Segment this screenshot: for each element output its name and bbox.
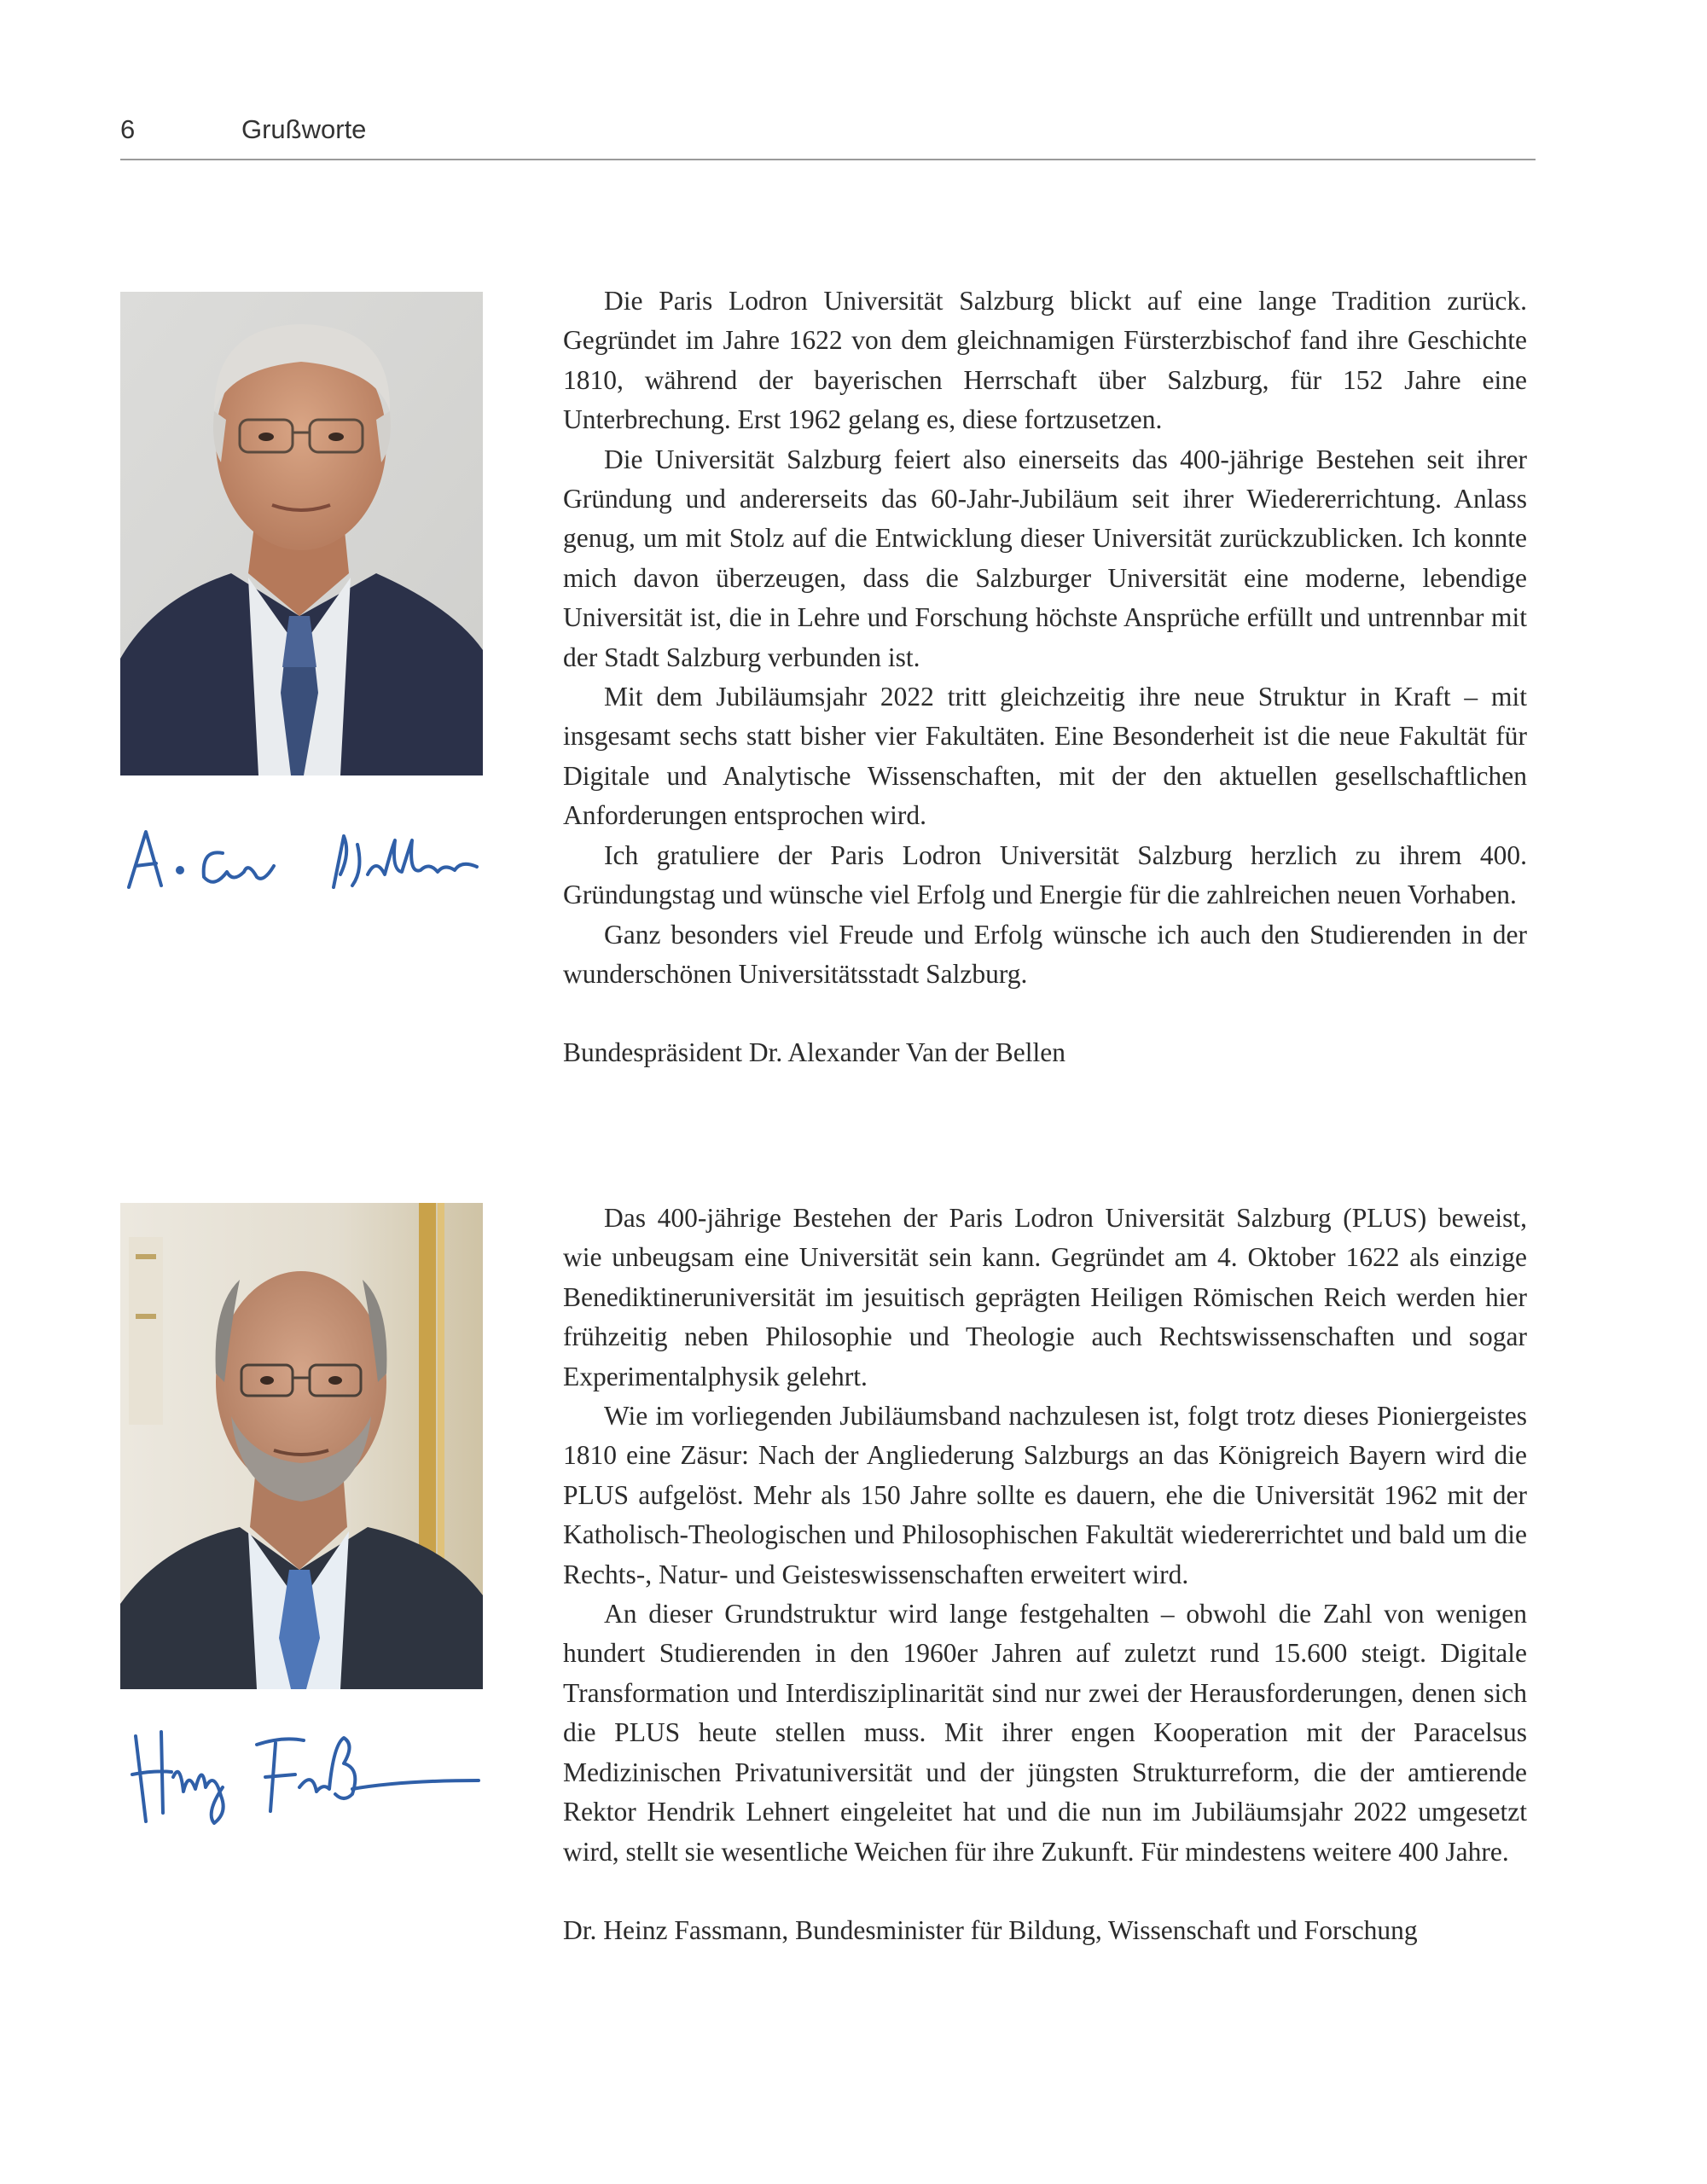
portrait-photo-fassmann [120, 1203, 483, 1689]
signoff: Dr. Heinz Fassmann, Bundesminister für Bildung, Wissenschaft und Forschung [563, 1914, 1418, 1945]
paragraph: Mit dem Jubiläumsjahr 2022 tritt gleichzeitig ihre neue Struktur in Kraft – mit insgesamt sechs statt bisher vier Fakultäten. Eine Besonderheit ist die neue Fakultät für Digitale und Analytische Wissenschaften, mit der den aktuellen gesellschaftlichen Anforderungen entsprochen wird. [563, 682, 1527, 831]
paragraph: Das 400-jährige Bestehen der Paris Lodron Universität Salzburg (PLUS) beweist, wie unbeugsam eine Universität sein kann. Gegründet am 4. Oktober 1622 als einzige Benediktineruniversität im jesuitisch geprägten Heiligen Römischen Reich werden hier frühzeitig neben Philosophie und Theologie auch Rechtswissenschaften und sogar Experimentalphysik gelehrt. [563, 1203, 1527, 1391]
signoff: Bundespräsident Dr. Alexander Van der Bellen [563, 1037, 1066, 1068]
portrait-photo-van-der-bellen [120, 292, 483, 775]
paragraph: Die Paris Lodron Universität Salzburg blickt auf eine lange Tradition zurück. Gegründet im Jahre 1622 von dem gleichnamigen Fürsterzbischof fand ihre Geschichte 1810, während der bayerischen Herrschaft über Salzburg, für 152 Jahre eine Unterbrechung. Erst 1962 gelang es, diese fortzusetzen. [563, 286, 1527, 435]
signature-fassmann [120, 1711, 496, 1830]
paragraph: Die Universität Salzburg feiert also einerseits das 400-jährige Bestehen seit ihrer Gründung und andererseits das 60-Jahr-Jubiläum seit ihrer Wiedererrichtung. Anlass genug, um mit Stolz auf die Entwicklung dieser Universität zurückzublicken. Ich konnte mich davon überzeugen, dass die Salzburger Universität eine moderne, lebendige Universität ist, die in Lehre und Forschung höchste Ansprüche erfüllt und untrennbar mit der Stadt Salzburg verbunden ist. [563, 444, 1527, 672]
section-title: Grußworte [241, 114, 367, 144]
paragraph: Ich gratuliere der Paris Lodron Universität Salzburg herzlich zu ihrem 400. Gründungstag und wünsche viel Erfolg und Energie für die zahlreichen neuen Vorhaben. [563, 839, 1527, 910]
paragraph: An dieser Grundstruktur wird lange festgehalten – obwohl die Zahl von wenigen hundert Studierenden in den 1960er Jahren auf zuletzt rund 15.600 steigt. Digitale Transformation und Interdisziplinarität sind nur zwei der Herausforderungen, denen sich die PLUS heute stellen muss. Mit ihrer engen Kooperation mit der Paracelsus Medizinischen Privatuniversität und der jüngsten Strukturreform, die der amtierende Rektor Hendrik Lehnert eingeleitet hat und die nun im Jubiläumsjahr 2022 umgesetzt wird, stellt sie wesentliche Weichen für ihre Zukunft. Für mindestens weitere 400 Jahre. [563, 1599, 1527, 1867]
page-number: 6 [120, 114, 136, 144]
paragraph: Ganz besonders viel Freude und Erfolg wünsche ich auch den Studierenden in der wunderschönen Universitätsstadt Salzburg. [563, 919, 1527, 989]
signature-van-der-bellen [120, 810, 496, 896]
greeting-text-1 [563, 282, 1527, 1073]
running-header [120, 109, 1536, 160]
paragraph: Wie im vorliegenden Jubiläumsband nachzulesen ist, folgt trotz dieses Pioniergeistes 1810 eine Zäsur: Nach der Angliederung Salzburgs an das Königreich Bayern wird die PLUS aufgelöst. Mehr als 150 Jahre sollte es dauern, ehe die Universität 1962 mit der Katholisch-Theologischen und Philosophischen Fakultät wiedererrichtet und bald um die Rechts-, Natur- und Geisteswissenschaften erweitert wird. [563, 1401, 1527, 1589]
greeting-text-2 [563, 1199, 1527, 1950]
